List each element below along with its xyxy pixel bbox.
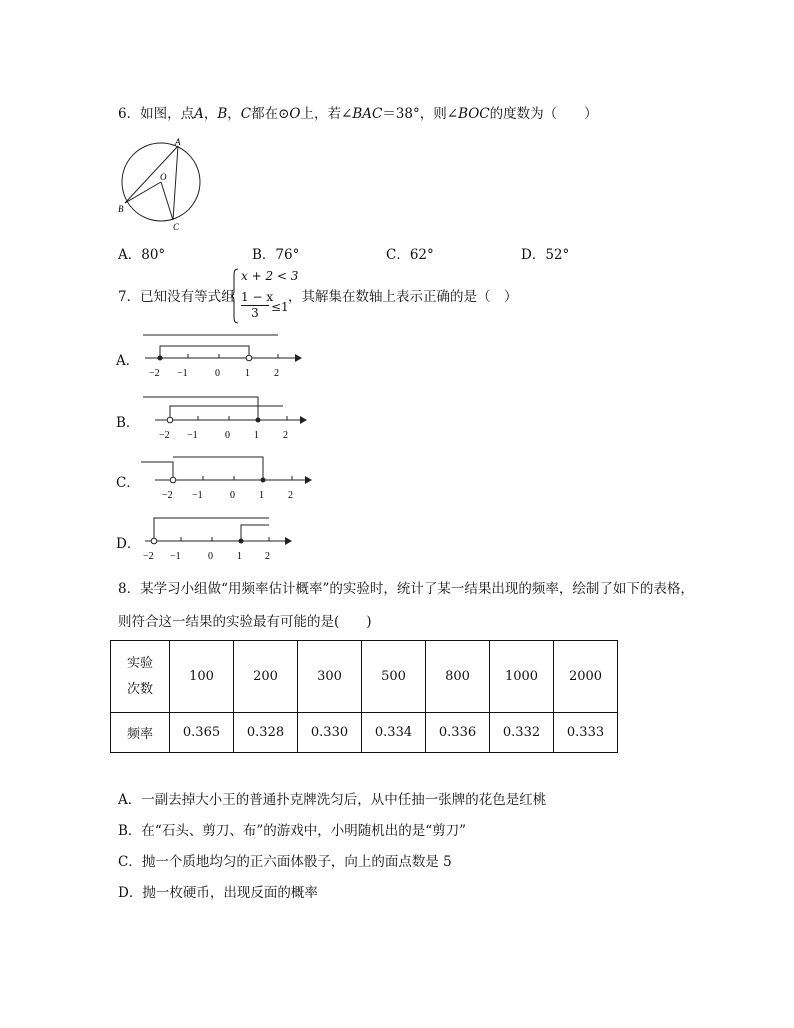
q7d-tick-n2: −2 xyxy=(143,551,154,562)
q7-text-b: ，其解集在数轴上表示正确的是（ ） xyxy=(288,289,518,305)
q7c-tick-n2: −2 xyxy=(162,490,173,501)
q6-text-d: ＝38°，则∠ xyxy=(382,106,459,122)
q8-trial-cell: 200 xyxy=(234,641,298,713)
q7a-tick-0: 0 xyxy=(215,368,220,379)
q8-trial-cell: 800 xyxy=(426,641,490,713)
q7-ineq-2-denominator: 3 xyxy=(251,306,259,320)
q7-option-d-label[interactable]: D． xyxy=(116,536,141,552)
q7a-tick-2: 2 xyxy=(274,368,279,379)
table-row xyxy=(111,641,618,713)
q7b-tick-n2: −2 xyxy=(159,430,170,441)
q7b-tick-1: 1 xyxy=(254,430,259,441)
q8-trial-cell: 2000 xyxy=(554,641,618,713)
q7a-tick-n2: −2 xyxy=(149,368,160,379)
q6-number: 6． xyxy=(118,106,141,122)
q7a-tick-1: 1 xyxy=(245,368,250,379)
q7c-tick-0: 0 xyxy=(230,490,235,501)
q6-option-d[interactable]: D．52° xyxy=(521,247,570,263)
q6-point-b: B xyxy=(217,106,228,122)
q7c-tick-2: 2 xyxy=(288,490,293,501)
q7-option-a-numberline[interactable] xyxy=(135,330,305,382)
q7-ineq-2-frac xyxy=(241,290,274,321)
q7-option-b-label[interactable]: B． xyxy=(116,415,140,431)
q8-option-b[interactable]: B．在“石头、剪刀、布”的游戏中，小明随机出的是“剪刀” xyxy=(118,823,467,839)
q6-point-a: A xyxy=(194,106,204,122)
q7-option-d-numberline[interactable] xyxy=(135,513,300,565)
q6-option-a[interactable]: A．80° xyxy=(118,247,166,263)
q7d-tick-2: 2 xyxy=(265,551,270,562)
q6-option-b[interactable]: B．76° xyxy=(252,247,300,263)
q7b-tick-n1: −1 xyxy=(187,430,198,441)
q8-freq-cell: 0.330 xyxy=(298,713,362,753)
q8-freq-cell: 0.328 xyxy=(234,713,298,753)
q7-option-c-numberline[interactable] xyxy=(135,452,315,504)
q8-freq-cell: 0.332 xyxy=(490,713,554,753)
q8-trial-cell: 500 xyxy=(362,641,426,713)
q8-option-a[interactable]: A．一副去掉大小王的普通扑克牌洗匀后，从中任抽一张牌的花色是红桃 xyxy=(118,792,547,808)
q8-trial-cell: 100 xyxy=(170,641,234,713)
q6-sep1: ， xyxy=(203,106,218,122)
q6-circle-figure xyxy=(112,136,212,236)
q8-option-c[interactable]: C．抛一个质地均匀的正六面体骰子，向上的面点数是 5 xyxy=(118,854,452,870)
q8-trial-cell: 300 xyxy=(298,641,362,713)
q7b-tick-0: 0 xyxy=(225,430,230,441)
q8-freq-cell: 0.365 xyxy=(170,713,234,753)
q7-text-a: 已知没有等式组 xyxy=(140,289,235,305)
q6-fig-label-a: A xyxy=(175,137,181,147)
q7c-tick-n1: −1 xyxy=(192,490,203,501)
q7-system-brace xyxy=(230,268,240,324)
q6-text-e: 的度数为（ ） xyxy=(489,106,598,122)
q6-angle-boc: BOC xyxy=(458,106,490,122)
q6-text-a: 如图，点 xyxy=(140,106,195,122)
q6-fig-label-c: C xyxy=(173,222,180,232)
q8-option-d[interactable]: D．抛一枚硬币，出现反面的概率 xyxy=(118,885,318,901)
q7-option-c-label[interactable]: C． xyxy=(116,475,140,491)
q7-number: 7． xyxy=(118,289,141,305)
q8-freq-cell: 0.336 xyxy=(426,713,490,753)
q6-circle-o: O xyxy=(289,106,301,122)
q6-fig-label-b: B xyxy=(118,204,124,214)
q6-stem xyxy=(118,105,598,123)
q7d-tick-n1: −1 xyxy=(170,551,181,562)
q6-point-c: C xyxy=(240,106,252,122)
q7d-tick-1: 1 xyxy=(237,551,242,562)
q6-sep2: ， xyxy=(227,106,241,122)
q8-freq-cell: 0.333 xyxy=(554,713,618,753)
q7b-tick-2: 2 xyxy=(283,430,288,441)
q6-angle-bac: BAC xyxy=(352,106,383,122)
table-row xyxy=(111,713,618,753)
q7d-tick-0: 0 xyxy=(208,551,213,562)
q7-stem-start xyxy=(118,288,235,306)
q8-frequency-table xyxy=(110,640,618,753)
q8-row2-header: 频率 xyxy=(111,713,170,753)
q6-text-b: 都在⊙ xyxy=(251,106,290,122)
q8-stem-line2: 则符合这一结果的实验最有可能的是( ) xyxy=(118,614,372,630)
q6-text-c: 上，若∠ xyxy=(300,106,353,122)
q7c-tick-1: 1 xyxy=(259,490,264,501)
q8-row1-header-text: 实验次数 xyxy=(126,655,153,697)
q7-ineq-2-numerator: 1 − x xyxy=(241,290,274,304)
q7-ineq-2-rel: ≤1 xyxy=(271,300,289,314)
q7a-tick-n1: −1 xyxy=(177,368,188,379)
q7-option-a-label[interactable]: A． xyxy=(116,353,140,369)
q8-stem-line1: 8．某学习小组做“用频率估计概率”的实验时，统计了某一结果出现的频率，绘制了如下的表格， xyxy=(118,581,694,597)
q8-freq-cell: 0.334 xyxy=(362,713,426,753)
q8-row1-header xyxy=(111,641,170,713)
q6-fig-label-o: O xyxy=(160,172,167,182)
q6-option-c[interactable]: C．62° xyxy=(386,247,434,263)
q8-trial-cell: 1000 xyxy=(490,641,554,713)
q7-option-b-numberline[interactable] xyxy=(135,392,310,444)
q7-ineq-1 xyxy=(241,269,298,283)
q7-ineq-1-text: x + 2 < 3 xyxy=(241,269,299,283)
